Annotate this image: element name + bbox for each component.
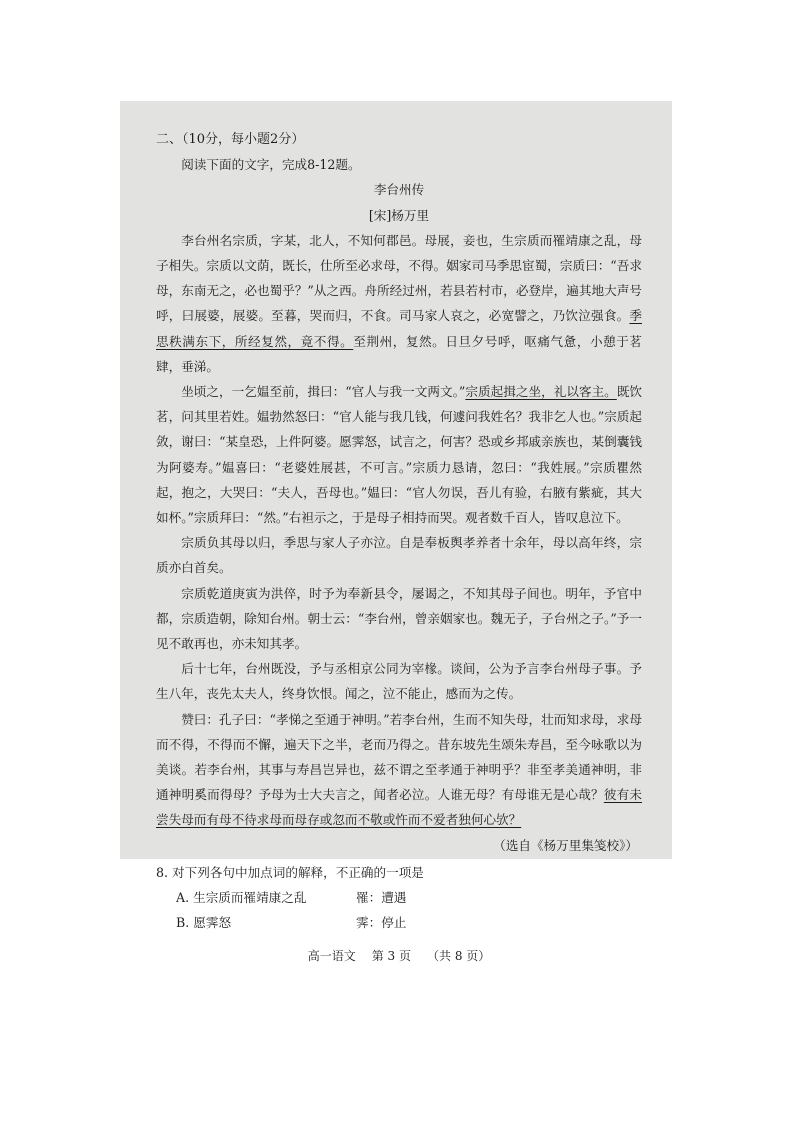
paragraph-1-end: 至荆州，复然。日旦夕号呼，呕痛气惫，小憩于茗肆，垂涕。 bbox=[156, 333, 643, 374]
underlined-sentence-1: 季思秩满东下，所经复然，竟不得。 bbox=[156, 308, 642, 349]
paragraph-2-start: 坐顷之，一乞媪至前，揖曰：“官人与我一文两文。” bbox=[181, 384, 466, 400]
paragraph-5: 后十七年，台州既没，予与丞相京公同为宰椽。谈间，公为予言李台州母子事。予生八年，丧先太夫人，终身饮恨。闻之，泣不能止，感而为之传。 bbox=[156, 661, 642, 702]
article-author: [宋]杨万里 bbox=[368, 207, 430, 223]
option-b bbox=[156, 910, 642, 935]
section-heading: 二、（10分，每小题2分） bbox=[156, 132, 305, 147]
footer-page: 第 3 页 bbox=[371, 948, 411, 963]
paragraph-6-text: 赞曰：孔子曰：“孝悌之至通于神明。”若李台州，生而不知失母，壮而知求母，求母而不得，不得而不懈，遍天下之半，老而乃得之。昔东坡先生颂朱寿昌，至今咏歌以为美谈。若李台州，其事与寿昌岂异也，兹不谓之至孝通于神明乎？非至孝美通神明，非通神明奚而得母？予母为士大夫言之，闻者必泣。人谁无母？有母谁无是心哉？ bbox=[156, 711, 642, 803]
section-instruction: 阅读下面的文字，完成8-12题。 bbox=[181, 157, 361, 173]
underlined-sentence-2: 宗质起揖之坐，礼以客主。 bbox=[465, 384, 617, 400]
question-8-stem: 8. 对下列各句中加点词的解释，不正确的一项是 bbox=[156, 864, 424, 880]
paragraph-2 bbox=[156, 379, 642, 530]
footer-subject: 高一语文 bbox=[307, 948, 356, 963]
option-a-label: A. 生宗质而罹靖康之乱 bbox=[176, 890, 307, 906]
paragraph-1-text: 李台州名宗质，字某，北人，不知何郡邑。母展，妾也，生宗质而罹靖康之乱，母子相失。宗质以文荫，既长，仕所至必求母，不得。姻家司马季思宦蜀，宗质曰：“吾求母，东南无之，必也蜀乎？”从之西。舟所经过州，若县若村市，必登岸，遍其地大声号呼，曰展婆，展婆。至暮，哭而归，不食。司马家人哀之，必宽譬之，乃饮泣强食。 bbox=[156, 232, 642, 324]
exam-page bbox=[120, 101, 672, 963]
option-a bbox=[156, 885, 642, 910]
paragraph-3: 宗质负其母以归，季思与家人子亦泣。自是奉板舆孝养者十余年，母以高年终，宗质亦白首矣。 bbox=[156, 535, 642, 576]
footer-total: （共 8 页） bbox=[427, 948, 491, 963]
option-b-label: B. 愿霁怒 bbox=[176, 915, 232, 931]
paragraph-2-text: 既饮茗，问其里若姓。媪勃然怒曰：“官人能与我几钱，何遽问我姓名？我非乞人也。”宗质起敛，谢曰：“某皇恐，上件阿婆。愿霁怒，试言之，何害？恐或乡邦戚亲族也，某倒囊钱为阿婆寿。”媪喜曰：“老婆姓展甚，不可言。”宗质力恳请，忽曰：“我姓展。”宗质瞿然起，抱之，大哭曰：“夫人，吾母也。”媪曰：“官人勿误，吾儿有验，右腋有紫疵，其大如杯。”宗质拜曰：“然。”右袒示之，于是母子相持而哭。观者数千百人，皆叹息泣下。 bbox=[156, 384, 643, 526]
paragraph-1 bbox=[156, 228, 642, 379]
option-b-gloss: 霁：停止 bbox=[356, 915, 407, 931]
page-footer bbox=[156, 944, 642, 969]
paragraph-4: 宗质乾道庚寅为洪倅，时予为奉新县令，屡谒之，不知其母子间也。明年，予官中都，宗质造朝，除知台州。朝士云：“李台州，曾亲姻家也。魏无子，子台州之子。”予一见不敢再也，亦未知其孝。 bbox=[156, 585, 642, 652]
article-source: （选自《杨万里集笺校》） bbox=[493, 837, 638, 853]
article-title: 李台州传 bbox=[373, 182, 425, 198]
paragraph-6 bbox=[156, 707, 642, 833]
option-a-gloss: 罹：遭遇 bbox=[356, 890, 407, 906]
underlined-sentence-3: 彼有未尝失母而有母不待求母而母存或忽而不敬或忤而不爱者独何心欤？ bbox=[156, 787, 643, 828]
